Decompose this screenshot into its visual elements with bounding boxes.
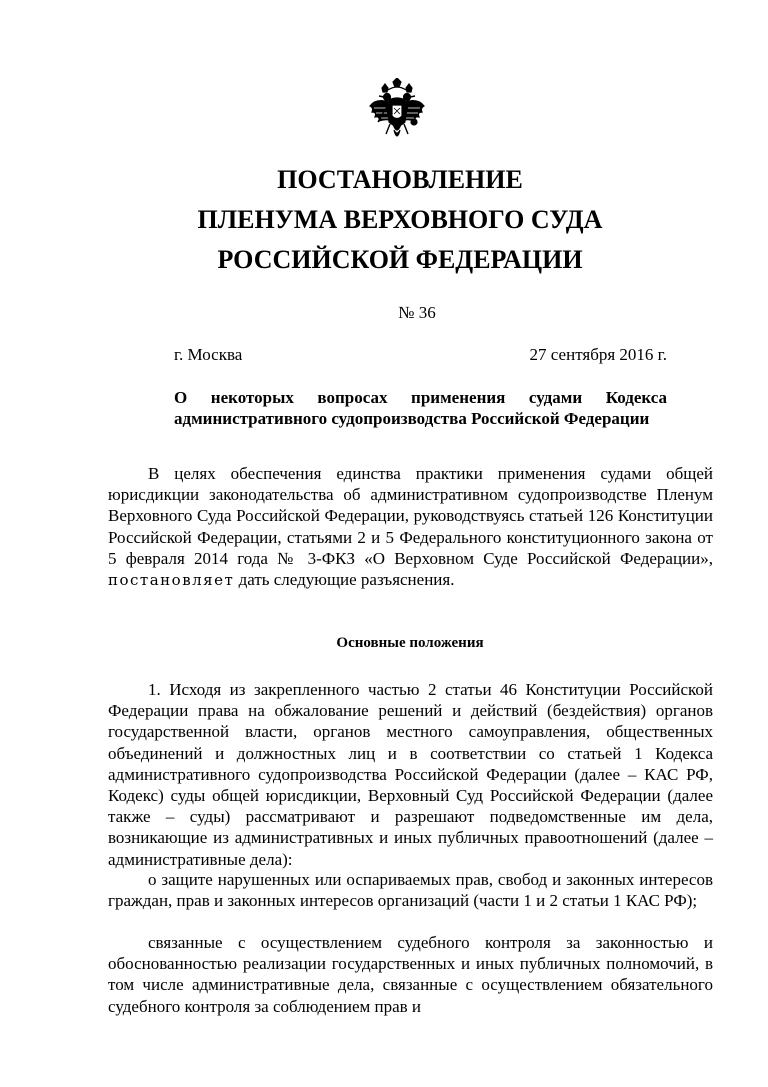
resolution-number: № 36 xyxy=(398,303,436,322)
paragraph-1: 1. Исходя из закрепленного частью 2 статьи 46 Конституции Российской Федерации права на обжалование решений и действий (бездействия) органов государственной власти, органов местного самоуправления, общественных объединений и должностных лиц и в соответствии со статьей 1 Кодекса административного судопроизводства Российской Федерации (далее – КАС РФ, Кодекс) суды общей юрисдикции, Верховный Суд Российской Федерации (далее также – суды) рассматривают и разрешают подведомственные им дела, возникающие из административных и иных публичных правоотношений (далее – административные дела): xyxy=(108,680,713,869)
preamble-paragraph xyxy=(108,463,713,591)
title-line-2: ПЛЕНУМА ВЕРХОВНОГО СУДА xyxy=(197,205,603,234)
preamble-text-end: дать следующие разъяснения. xyxy=(238,570,455,590)
title-line-1: ПОСТАНОВЛЕНИЕ xyxy=(277,165,523,194)
resolution-subject: О некоторых вопросах применения судами Кодекса административного судопроизводства Российской Федерации xyxy=(174,388,667,428)
paragraph-2: о защите нарушенных или оспариваемых прав, свобод и законных интересов граждан, прав и законных интересов организаций (части 1 и 2 статьи 1 КАС РФ); xyxy=(108,870,713,911)
section-heading: Основные положения xyxy=(336,635,484,651)
preamble-text: В целях обеспечения единства практики применения судами общей юрисдикции законодательства об административном судопроизводстве Пленум Верховного Суда Российской Федерации, руководствуясь статьей 126 Конституции Российской Федерации, статьями 2 и 5 Федерального конституционного закона от 5 февраля 2014 года № 3-ФКЗ «О Верховном Суде Российской Федерации», xyxy=(108,464,713,568)
city: г. Москва xyxy=(174,345,243,364)
title-line-3: РОССИЙСКОЙ ФЕДЕРАЦИИ xyxy=(217,245,583,274)
document-title xyxy=(110,160,690,280)
paragraph-3: связанные с осуществлением судебного контроля за законностью и обоснованностью реализации государственных и иных публичных полномочий, в том числе административные дела, связанные с осуществлением обязательного судебного контроля за соблюдением прав и xyxy=(108,933,713,1016)
preamble-emphasis: постановляет xyxy=(108,571,235,590)
date: 27 сентября 2016 г. xyxy=(529,345,667,364)
coat-of-arms-emblem xyxy=(366,78,428,148)
